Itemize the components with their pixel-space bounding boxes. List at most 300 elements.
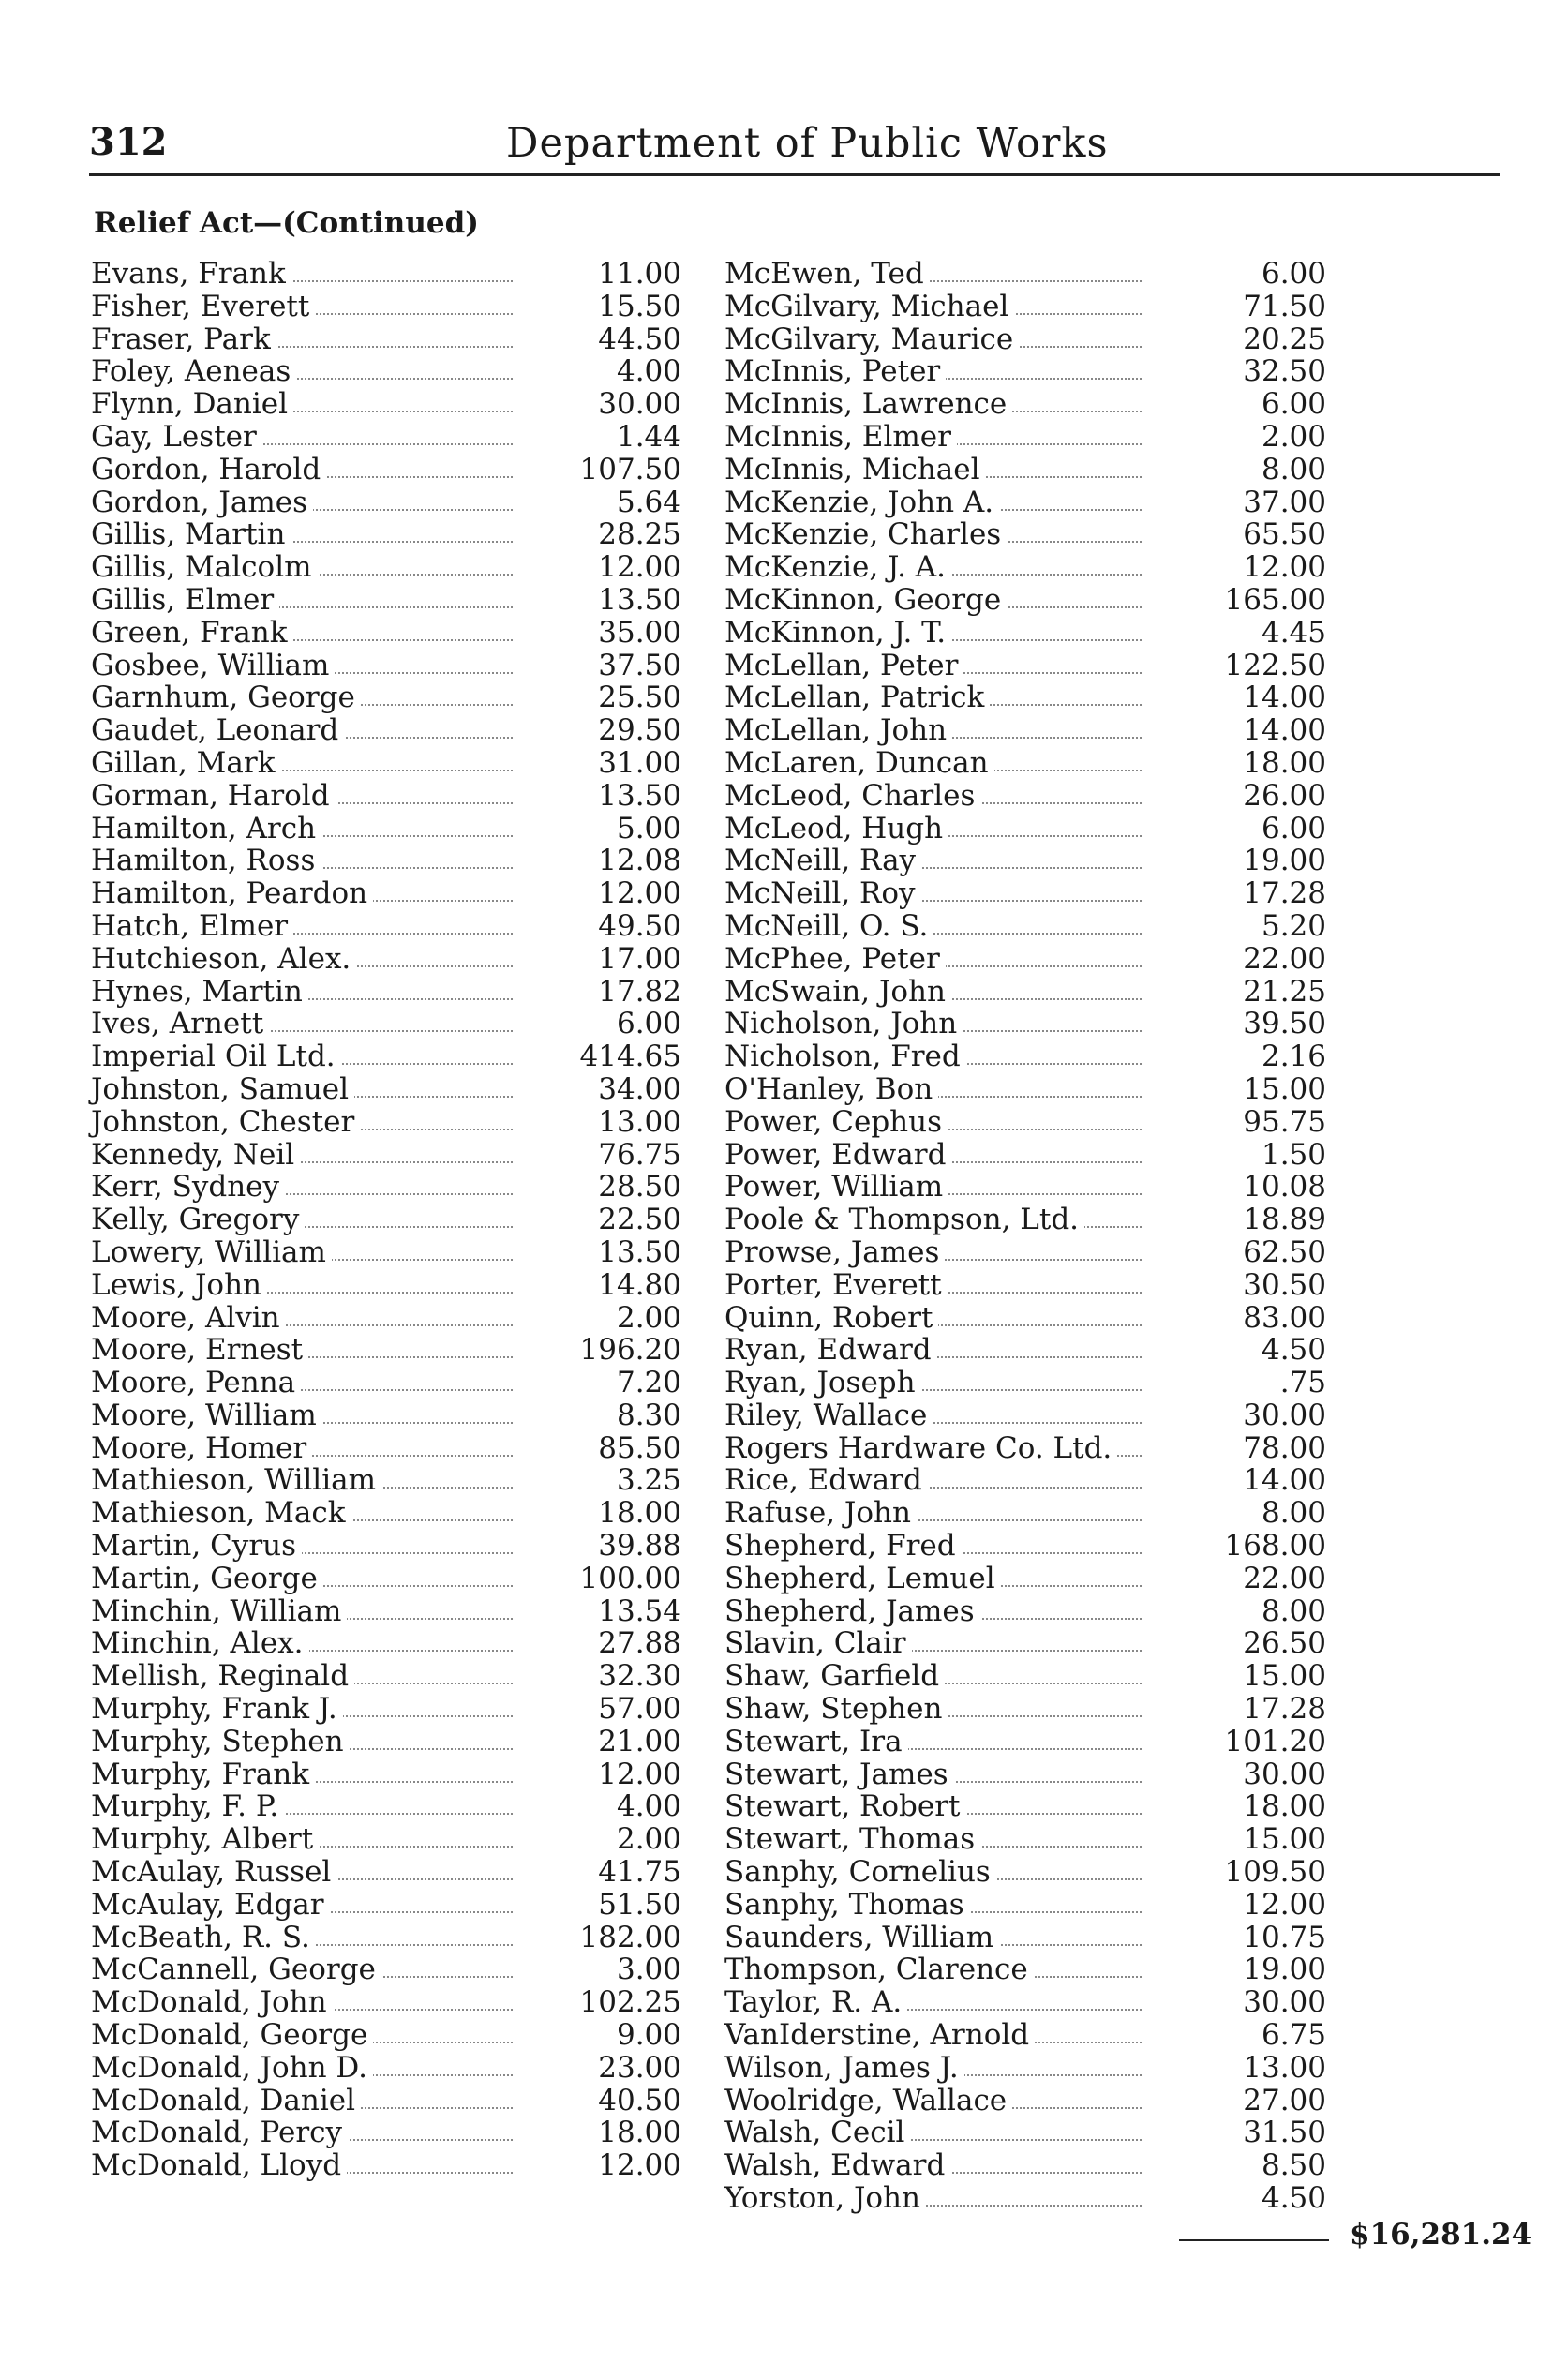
list-item [724, 518, 1486, 551]
list-item [724, 1367, 1486, 1399]
list-item [724, 845, 1486, 877]
list-item [91, 1008, 681, 1040]
payment-amount: 44.50 [598, 322, 681, 356]
payee-name: Flynn, Daniel [91, 388, 293, 421]
payee-name: Moore, Ernest [91, 1334, 308, 1367]
payment-amount: 32.30 [598, 1659, 681, 1694]
payee-name: Gosbee, William [91, 650, 335, 682]
payment-amount: 6.75 [1261, 2018, 1326, 2053]
payee-name: Minchin, Alex. [91, 1627, 309, 1660]
payment-amount: 414.65 [579, 1040, 681, 1074]
payment-amount: 30.00 [1243, 1757, 1326, 1791]
payee-name: Gillis, Malcolm [91, 551, 318, 584]
payment-amount: 2.00 [616, 1300, 681, 1335]
payment-amount: 31.00 [598, 745, 681, 780]
list-item [724, 1040, 1486, 1073]
list-item [91, 2149, 681, 2182]
payee-name: McDonald, John [91, 1986, 333, 2019]
payee-name: Stewart, Thomas [724, 1823, 980, 1856]
payee-name: McNeill, Ray [724, 845, 921, 877]
list-item [724, 1693, 1486, 1726]
payment-amount: 18.00 [1243, 745, 1326, 780]
list-item [724, 976, 1486, 1009]
payee-name: Rice, Edward [724, 1464, 928, 1497]
payment-amount: 37.50 [598, 648, 681, 682]
payment-amount: 18.00 [1243, 1789, 1326, 1824]
payment-amount: 39.50 [1243, 1007, 1326, 1041]
list-item [724, 584, 1486, 617]
list-item [724, 1660, 1486, 1693]
payment-amount: 30.00 [598, 387, 681, 422]
payment-amount: 20.25 [1243, 322, 1326, 356]
total-rule [1179, 2239, 1329, 2241]
payee-name: Gillis, Martin [91, 518, 291, 551]
payee-name: Moore, Alvin [91, 1302, 286, 1335]
payee-name: Stewart, Ira [724, 1726, 908, 1758]
list-item [724, 551, 1486, 584]
payee-name: McDonald, John D. [91, 2052, 373, 2085]
list-item [724, 323, 1486, 356]
list-item [724, 1595, 1486, 1628]
payment-amount: 15.00 [1243, 1659, 1326, 1694]
list-item [91, 1823, 681, 1856]
list-item [724, 1790, 1486, 1823]
payment-amount: 41.75 [598, 1855, 681, 1890]
payee-name: Wilson, James J. [724, 2052, 964, 2085]
list-item [91, 1236, 681, 1269]
payment-amount: 28.50 [598, 1170, 681, 1204]
list-item [91, 1986, 681, 2019]
payment-amount: 19.00 [1243, 844, 1326, 878]
list-item [91, 976, 681, 1009]
list-item [91, 355, 681, 388]
page-number: 312 [89, 120, 168, 164]
payee-name: Riley, Wallace [724, 1399, 933, 1432]
payee-name: Fraser, Park [91, 323, 276, 356]
payment-amount: 12.00 [598, 876, 681, 911]
payee-name: Hatch, Elmer [91, 910, 293, 943]
list-item [91, 291, 681, 323]
payment-amount: 4.45 [1261, 615, 1326, 650]
payment-amount: 17.28 [1243, 1692, 1326, 1727]
payee-name: Martin, Cyrus [91, 1530, 302, 1563]
list-item [91, 650, 681, 682]
payee-name: Stewart, James [724, 1758, 954, 1791]
payee-name: VanIderstine, Arnold [724, 2019, 1035, 2052]
page-header [89, 120, 1500, 176]
list-item [724, 617, 1486, 650]
list-item [724, 1726, 1486, 1758]
payee-name: McKinnon, George [724, 584, 1007, 617]
payee-name: Gaudet, Leonard [91, 714, 344, 747]
list-item [91, 1040, 681, 1073]
payment-amount: 21.00 [598, 1724, 681, 1758]
payee-name: Hynes, Martin [91, 976, 308, 1009]
payee-name: Ryan, Joseph [724, 1367, 921, 1399]
list-item [724, 1432, 1486, 1465]
payment-amount: 10.75 [1243, 1920, 1326, 1954]
list-item [724, 1399, 1486, 1432]
payee-name: Shaw, Garfield [724, 1660, 945, 1693]
payment-amount: 62.50 [1243, 1234, 1326, 1269]
list-item [91, 910, 681, 943]
list-item [91, 1302, 681, 1335]
list-item [91, 551, 681, 584]
payment-amount: 12.00 [1243, 550, 1326, 585]
list-item [91, 1563, 681, 1595]
payment-amount: 12.00 [598, 550, 681, 585]
list-item [724, 1106, 1486, 1139]
payment-amount: 26.00 [1243, 778, 1326, 813]
list-item [724, 877, 1486, 910]
list-item [724, 681, 1486, 714]
payment-amount: 18.89 [1243, 1203, 1326, 1237]
payee-name: McKenzie, J. A. [724, 551, 951, 584]
list-item [91, 2052, 681, 2085]
payee-name: Mathieson, William [91, 1464, 381, 1497]
section-heading: Relief Act—(Continued) [94, 206, 479, 240]
payment-amount: 85.50 [598, 1430, 681, 1465]
payee-name: McSwain, John [724, 976, 951, 1009]
payee-name: Prowse, James [724, 1236, 945, 1269]
payment-amount: 8.00 [1261, 1496, 1326, 1531]
list-item [724, 1073, 1486, 1106]
payee-name: Murphy, Frank [91, 1758, 315, 1791]
list-item [724, 714, 1486, 747]
payee-name: Gordon, Harold [91, 454, 326, 486]
payment-amount: 35.00 [598, 615, 681, 650]
list-item [724, 1889, 1486, 1922]
payee-name: Lewis, John [91, 1269, 267, 1302]
payee-name: McNeill, O. S. [724, 910, 933, 943]
list-item [724, 1530, 1486, 1563]
payment-amount: 14.00 [1243, 713, 1326, 748]
payee-name: McGilvary, Maurice [724, 323, 1019, 356]
payment-amount: 39.88 [598, 1529, 681, 1564]
payment-amount: 71.50 [1243, 289, 1326, 323]
payment-amount: 182.00 [579, 1920, 681, 1954]
payee-name: Gillis, Elmer [91, 584, 279, 617]
payment-amount: 3.00 [616, 1953, 681, 1987]
payee-name: Hamilton, Ross [91, 845, 321, 877]
payment-amount: 49.50 [598, 908, 681, 943]
payment-amount: 30.00 [1243, 1398, 1326, 1432]
payment-amount: 6.00 [1261, 387, 1326, 422]
payment-amount: 17.28 [1243, 876, 1326, 911]
payment-amount: .75 [1279, 1366, 1326, 1400]
payment-amount: 15.00 [1243, 1822, 1326, 1857]
payment-amount: 76.75 [598, 1137, 681, 1172]
list-item [91, 714, 681, 747]
payment-amount: 7.20 [616, 1366, 681, 1400]
payee-name: Poole & Thompson, Ltd. [724, 1204, 1084, 1236]
payee-name: McDonald, Daniel [91, 2085, 361, 2117]
payee-name: Ryan, Edward [724, 1334, 937, 1367]
payee-name: Thompson, Clarence [724, 1953, 1034, 1986]
payee-name: Gay, Lester [91, 421, 262, 454]
list-item [91, 1693, 681, 1726]
payee-name: Porter, Everett [724, 1269, 948, 1302]
list-item [724, 780, 1486, 813]
payment-amount: 57.00 [598, 1692, 681, 1727]
payee-name: Woolridge, Wallace [724, 2085, 1012, 2117]
payee-name: Slavin, Clair [724, 1627, 912, 1660]
list-item [724, 2149, 1486, 2182]
list-item [91, 323, 681, 356]
list-item [91, 1595, 681, 1628]
payment-amount: 168.00 [1224, 1529, 1326, 1564]
payment-amount: 28.25 [598, 517, 681, 552]
payee-name: Garnhum, George [91, 681, 361, 714]
list-item [724, 1627, 1486, 1660]
payee-name: Johnston, Samuel [91, 1073, 354, 1106]
payment-amount: 37.00 [1243, 485, 1326, 519]
running-title: Department of Public Works [506, 120, 1109, 167]
payee-name: Imperial Oil Ltd. [91, 1040, 341, 1073]
payee-name: Rogers Hardware Co. Ltd. [724, 1432, 1117, 1465]
payee-name: Power, William [724, 1171, 948, 1204]
payee-name: Shepherd, Fred [724, 1530, 962, 1563]
payee-name: Nicholson, John [724, 1008, 963, 1040]
payee-name: Hamilton, Peardon [91, 877, 373, 910]
payee-name: McCannell, George [91, 1953, 381, 1986]
payment-amount: 102.25 [579, 1985, 681, 2020]
payment-amount: 17.82 [598, 974, 681, 1009]
payment-amount: 6.00 [616, 1007, 681, 1041]
list-item [91, 1953, 681, 1986]
payee-name: Walsh, Edward [724, 2149, 950, 2182]
payment-amount: 13.00 [1243, 2050, 1326, 2085]
list-item [724, 1464, 1486, 1497]
list-item [724, 2182, 1486, 2215]
list-item [91, 1497, 681, 1530]
list-item [91, 2117, 681, 2149]
list-item [724, 2085, 1486, 2117]
payee-name: McLaren, Duncan [724, 747, 994, 780]
list-item [724, 486, 1486, 519]
payment-amount: 26.50 [1243, 1626, 1326, 1661]
list-item [724, 355, 1486, 388]
payment-amount: 22.50 [598, 1203, 681, 1237]
list-item [724, 1008, 1486, 1040]
list-item [91, 1856, 681, 1889]
payment-amount: 18.00 [598, 1496, 681, 1531]
payee-name: McInnis, Elmer [724, 421, 957, 454]
list-item [724, 1139, 1486, 1172]
list-item [724, 2052, 1486, 2085]
list-item [91, 1269, 681, 1302]
payment-amount: 22.00 [1243, 1561, 1326, 1595]
payee-name: Power, Edward [724, 1139, 951, 1172]
payee-name: Power, Cephus [724, 1106, 948, 1139]
list-item [91, 681, 681, 714]
payment-amount: 29.50 [598, 713, 681, 748]
list-item [91, 2085, 681, 2117]
list-item [91, 388, 681, 421]
grand-total: $16,281.24 [1350, 2218, 1532, 2252]
list-item [91, 1367, 681, 1399]
payment-amount: 4.00 [616, 1789, 681, 1824]
list-item [91, 1790, 681, 1823]
payee-name: Shaw, Stephen [724, 1693, 948, 1726]
payee-name: McKenzie, Charles [724, 518, 1007, 551]
payee-name: Green, Frank [91, 617, 293, 650]
payment-amount: 18.00 [598, 2116, 681, 2150]
payment-amount: 23.00 [598, 2050, 681, 2085]
payee-name: Mathieson, Mack [91, 1497, 351, 1530]
payee-name: Moore, Penna [91, 1367, 301, 1399]
payment-amount: 27.88 [598, 1626, 681, 1661]
list-item [724, 1823, 1486, 1856]
payment-amount: 51.50 [598, 1887, 681, 1922]
payee-name: McDonald, Percy [91, 2117, 348, 2149]
payment-amount: 30.00 [1243, 1985, 1326, 2020]
list-item [91, 454, 681, 486]
list-item [724, 421, 1486, 454]
list-item [91, 1464, 681, 1497]
payment-amount: 14.80 [598, 1267, 681, 1302]
list-item [91, 584, 681, 617]
payee-name: McLeod, Charles [724, 780, 980, 813]
list-item [91, 1530, 681, 1563]
list-item [724, 1171, 1486, 1204]
list-item [91, 1726, 681, 1758]
payee-name: Ives, Arnett [91, 1008, 269, 1040]
payment-amount: 34.00 [598, 1071, 681, 1106]
list-item [91, 1204, 681, 1236]
payment-amount: 8.30 [616, 1398, 681, 1432]
list-item [91, 617, 681, 650]
payment-amount: 4.50 [1261, 1333, 1326, 1368]
payee-name: Saunders, William [724, 1922, 999, 1954]
payment-amount: 65.50 [1243, 517, 1326, 552]
payment-amount: 13.00 [598, 1104, 681, 1139]
payee-name: Kelly, Gregory [91, 1204, 305, 1236]
payment-amount: 4.50 [1261, 2181, 1326, 2216]
payee-name: McDonald, Lloyd [91, 2149, 347, 2182]
payee-name: Yorston, John [724, 2182, 926, 2215]
list-item [724, 258, 1486, 291]
payee-name: Evans, Frank [91, 258, 291, 291]
payment-amount: 5.20 [1261, 908, 1326, 943]
payee-name: Murphy, Frank J. [91, 1693, 343, 1726]
payee-name: McEwen, Ted [724, 258, 930, 291]
payment-amount: 1.44 [616, 419, 681, 454]
payee-name: Johnston, Chester [91, 1106, 360, 1139]
list-item [724, 1236, 1486, 1269]
payment-amount: 22.00 [1243, 941, 1326, 976]
list-item [91, 518, 681, 551]
list-item [724, 2019, 1486, 2052]
payee-name: Hamilton, Arch [91, 813, 321, 845]
payee-name: Kennedy, Neil [91, 1139, 300, 1172]
payment-amount: 12.00 [598, 1757, 681, 1791]
list-item [724, 1922, 1486, 1954]
payee-name: Lowery, William [91, 1236, 332, 1269]
list-item [91, 1758, 681, 1791]
payment-amount: 13.54 [598, 1593, 681, 1628]
list-item [724, 1986, 1486, 2019]
header-rule [89, 173, 1500, 176]
payee-name: McKinnon, J. T. [724, 617, 951, 650]
list-item [91, 877, 681, 910]
list-item [91, 1334, 681, 1367]
list-item [91, 845, 681, 877]
payment-amount: 5.00 [616, 811, 681, 845]
list-item [724, 291, 1486, 323]
payee-name: Stewart, Robert [724, 1790, 966, 1823]
payee-name: McGilvary, Michael [724, 291, 1014, 323]
payee-name: Foley, Aeneas [91, 355, 296, 388]
payee-name: McLellan, Patrick [724, 681, 990, 714]
payee-name: Quinn, Robert [724, 1302, 938, 1335]
payment-amount: 8.00 [1261, 1593, 1326, 1628]
payment-amount: 8.00 [1261, 452, 1326, 486]
payee-name: McInnis, Peter [724, 355, 946, 388]
payment-amount: 13.50 [598, 582, 681, 617]
list-item [724, 1856, 1486, 1889]
payment-amount: 107.50 [579, 452, 681, 486]
payment-amount: 13.50 [598, 778, 681, 813]
payment-amount: 15.50 [598, 289, 681, 323]
list-item [91, 1889, 681, 1922]
payee-name: Murphy, F. P. [91, 1790, 284, 1823]
payee-name: Moore, William [91, 1399, 322, 1432]
payee-name: Fisher, Everett [91, 291, 315, 323]
payment-amount: 31.50 [1243, 2116, 1326, 2150]
payee-name: McAulay, Edgar [91, 1889, 330, 1922]
payment-amount: 6.00 [1261, 811, 1326, 845]
payment-amount: 1.50 [1261, 1137, 1326, 1172]
payment-amount: 14.00 [1243, 681, 1326, 715]
list-item [91, 813, 681, 845]
payment-amount: 17.00 [598, 941, 681, 976]
payee-name: McInnis, Lawrence [724, 388, 1012, 421]
payment-amount: 14.00 [1243, 1463, 1326, 1498]
payee-name: Shepherd, James [724, 1595, 980, 1628]
payment-amount: 12.00 [598, 2148, 681, 2183]
payee-name: Gordon, James [91, 486, 313, 519]
list-item [724, 1269, 1486, 1302]
list-item [724, 454, 1486, 486]
payee-name: Gorman, Harold [91, 780, 336, 813]
payment-amount: 101.20 [1224, 1724, 1326, 1758]
list-item [724, 747, 1486, 780]
payee-name: Rafuse, John [724, 1497, 917, 1530]
list-item [91, 943, 681, 976]
payment-amount: 11.00 [598, 257, 681, 291]
payment-amount: 32.50 [1243, 354, 1326, 389]
list-item [724, 1953, 1486, 1986]
list-item [724, 1302, 1486, 1335]
payment-amount: 15.00 [1243, 1071, 1326, 1106]
left-column [91, 258, 681, 2182]
list-item [724, 943, 1486, 976]
list-item [724, 1758, 1486, 1791]
payee-name: Moore, Homer [91, 1432, 312, 1465]
payment-amount: 9.00 [616, 2018, 681, 2053]
payee-name: McBeath, R. S. [91, 1922, 316, 1954]
payee-name: Minchin, William [91, 1595, 347, 1628]
payment-amount: 10.08 [1243, 1170, 1326, 1204]
payment-amount: 3.25 [616, 1463, 681, 1498]
payee-name: McLellan, John [724, 714, 952, 747]
payee-name: Sanphy, Thomas [724, 1889, 970, 1922]
payment-amount: 83.00 [1243, 1300, 1326, 1335]
list-item [91, 747, 681, 780]
payment-amount: 78.00 [1243, 1430, 1326, 1465]
payment-amount: 2.00 [616, 1822, 681, 1857]
